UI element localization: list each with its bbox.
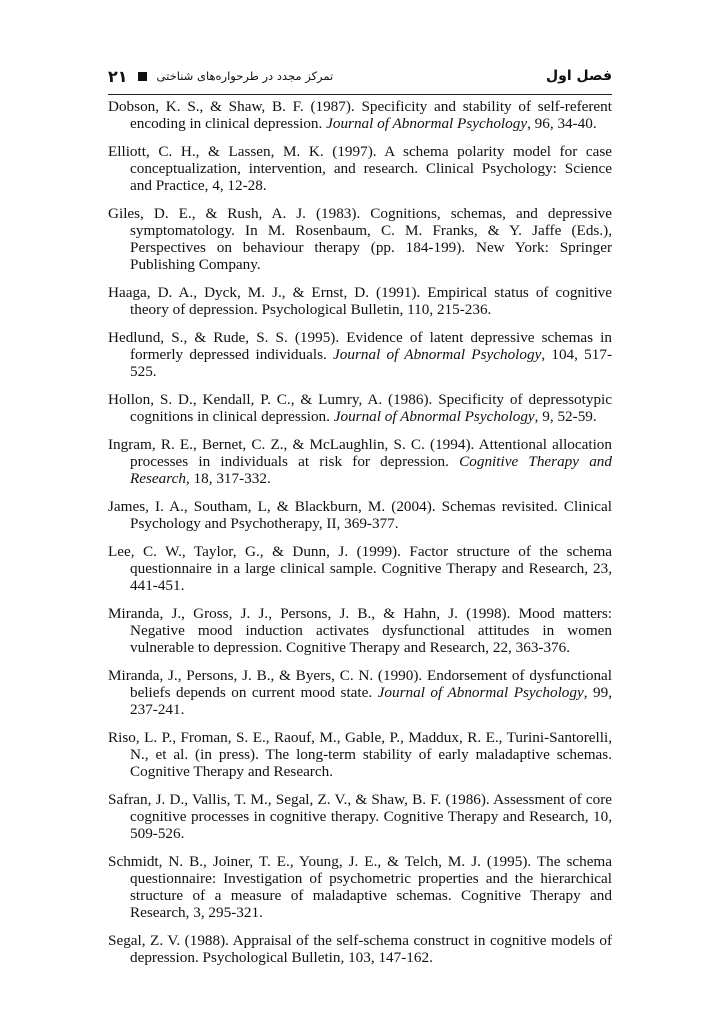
journal-title: Cognitive Therapy and Research — [130, 453, 612, 487]
journal-title: Journal of Abnormal Psychology — [333, 408, 535, 425]
reference-entry — [108, 791, 612, 842]
reference-entry — [108, 98, 612, 132]
page-header — [108, 64, 612, 95]
reference-text: Hedlund, S., & Rude, S. S. (1995). Evidence of latent depressive schemas in formerly depressed individuals. — [108, 329, 612, 363]
reference-text: Ingram, R. E., Bernet, C. Z., & McLaughlin, S. C. (1994). Attentional allocation processes in individuals at risk for depression. — [108, 436, 612, 470]
journal-title: Journal of Abnormal Psychology — [377, 684, 584, 701]
reference-text: Miranda, J., Persons, J. B., & Byers, C. N. (1990). Endorsement of dysfunctional beliefs depends on current mood state. — [108, 667, 612, 701]
reference-text: Riso, L. P., Froman, S. E., Raouf, M., Gable, P., Maddux, R. E., Turini-Santorelli, N., et al. (in press). The long-term stability of early maladaptive schemas. Cognitive Therapy and Research. — [108, 729, 612, 780]
reference-entry — [108, 729, 612, 780]
reference-entry — [108, 853, 612, 921]
reference-entry — [108, 205, 612, 273]
reference-details: , 99, 237-241. — [130, 684, 612, 718]
reference-text: James, I. A., Southam, L, & Blackburn, M. (2004). Schemas revisited. Clinical Psychology and Psychotherapy, II, 369-377. — [108, 498, 612, 532]
reference-text: Haaga, D. A., Dyck, M. J., & Ernst, D. (1991). Empirical status of cognitive theory of depression. Psychological Bulletin, 110, 215-236. — [108, 284, 612, 318]
reference-list — [108, 98, 612, 977]
header-left — [108, 67, 333, 86]
reference-details: , 9, 52-59. — [534, 408, 597, 425]
reference-text: Schmidt, N. B., Joiner, T. E., Young, J. E., & Telch, M. J. (1995). The schema questionnaire: Investigation of psychometric properties and the hierarchical structure of a measure of maladaptive schemas. Cognitive Therapy and Research, 3, 295-321. — [108, 853, 612, 921]
reference-entry — [108, 605, 612, 656]
reference-entry — [108, 391, 612, 425]
reference-entry — [108, 436, 612, 487]
reference-text: Hollon, S. D., Kendall, P. C., & Lumry, A. (1986). Specificity of depressotypic cognitions in clinical depression. — [108, 391, 612, 425]
reference-text: Segal, Z. V. (1988). Appraisal of the self-schema construct in cognitive models of depression. Psychological Bulletin, 103, 147-162. — [108, 932, 612, 966]
reference-text: Dobson, K. S., & Shaw, B. F. (1987). Specificity and stability of self-referent encoding in clinical depression. — [108, 98, 612, 132]
reference-entry — [108, 932, 612, 966]
journal-title: Journal of Abnormal Psychology — [326, 115, 528, 132]
square-bullet-icon — [138, 72, 147, 81]
reference-entry — [108, 667, 612, 718]
reference-entry — [108, 284, 612, 318]
reference-text: Giles, D. E., & Rush, A. J. (1983). Cognitions, schemas, and depressive symptomatology. In M. Rosenbaum, C. M. Franks, & Y. Jaffe (Eds.), Perspectives on behaviour therapy (pp. 184-199). New York: Springer Publishing Company. — [108, 205, 612, 273]
page-number: ۲۱ — [108, 66, 128, 86]
reference-text: Elliott, C. H., & Lassen, M. K. (1997). A schema polarity model for case conceptualization, intervention, and research. Clinical Psychology: Science and Practice, 4, 12-28. — [108, 143, 612, 194]
reference-text: Safran, J. D., Vallis, T. M., Segal, Z. V., & Shaw, B. F. (1986). Assessment of core cognitive processes in cognitive therapy. Cognitive Therapy and Research, 10, 509-526. — [108, 791, 612, 842]
reference-entry — [108, 143, 612, 194]
running-title: تمرکز مجدد در طرحواره‌های شناختی — [156, 69, 334, 83]
reference-text: Lee, C. W., Taylor, G., & Dunn, J. (1999). Factor structure of the schema questionnaire in a large clinical sample. Cognitive Therapy and Research, 23, 441-451. — [108, 543, 612, 594]
reference-details: , 96, 34-40. — [527, 115, 597, 132]
reference-entry — [108, 543, 612, 594]
journal-title: Journal of Abnormal Psychology — [333, 346, 542, 363]
reference-details: , 18, 317-332. — [185, 470, 271, 487]
reference-details: , 104, 517-525. — [130, 346, 613, 380]
reference-entry — [108, 329, 612, 380]
chapter-label: فصل اول — [546, 68, 612, 84]
reference-text: Miranda, J., Gross, J. J., Persons, J. B., & Hahn, J. (1998). Mood matters: Negative mood induction activates dysfunctional attitudes in women vulnerable to depression. Cognitive Therapy and Research, 22, 363-376. — [108, 605, 612, 656]
reference-entry — [108, 498, 612, 532]
